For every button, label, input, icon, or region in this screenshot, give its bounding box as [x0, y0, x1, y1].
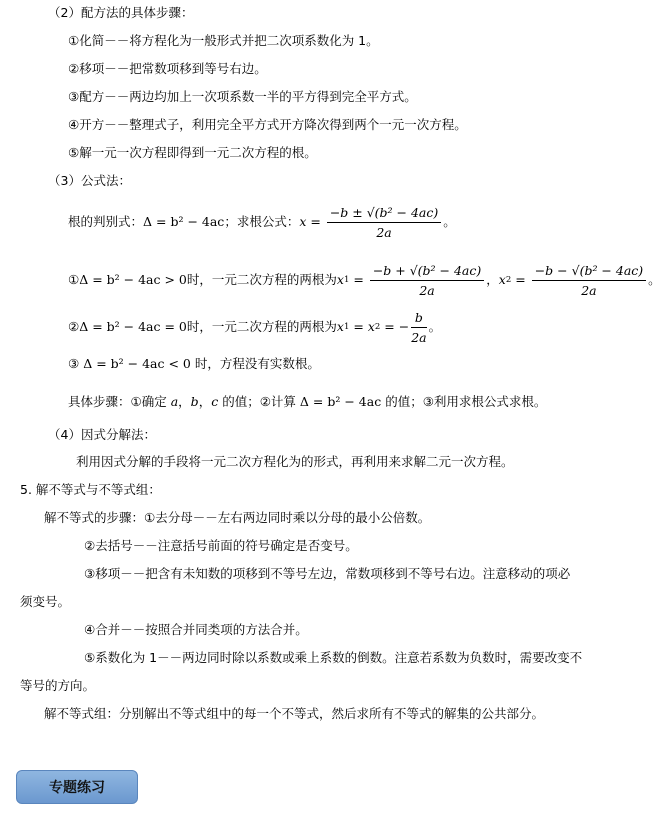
case-2-line: ② Δ = b² − 4ac = 0 时，一元二次方程的两根为 x 1 = x 2 = − $\frac{b}{2a}$ 。 [68, 309, 442, 345]
root-formula [327, 204, 441, 241]
root-numerator: −b ± √(b² − 4ac) [327, 204, 441, 223]
ineq-step-5-cont: 等号的方向。 [20, 678, 96, 693]
section-5-title: 5. 解不等式与不等式组： [20, 482, 161, 497]
case-1-cond: Δ = b² − 4ac > 0 [79, 272, 187, 287]
case-3-line [68, 356, 320, 372]
section-4-text: 利用因式分解的手段将一元二次方程化为的形式，再利用来求解二元一次方程。 [76, 454, 514, 469]
ineq-step-3-cont: 须变号。 [20, 594, 71, 609]
steps-label: 具体步骤：①确定 [68, 394, 167, 409]
double-root-denominator: 2a [411, 329, 427, 345]
double-root-numerator: b [411, 309, 426, 328]
case-1-line: ① Δ = b² − 4ac > 0 时，一元二次方程的两根为 x 1 = $\frac{\text{−b + √(b² − 4ac)}}{2a}$ ， x 2 = $\frac{\text{−b − √(b² − 4ac)}}{2a}$ 。 [68, 262, 661, 298]
formula-steps-line [68, 394, 546, 410]
var-b: b [190, 394, 199, 409]
root-label: ；求根公式： [224, 214, 300, 229]
step-1: ①化简－－将方程化为一般形式并把二次项系数化为 1。 [68, 33, 379, 48]
ineq-step-1: 解不等式的步骤：①去分母－－左右两边同时乘以分母的最小公倍数。 [44, 510, 431, 525]
step-5: ⑤解一元一次方程即得到一元二次方程的根。 [68, 145, 317, 160]
ineq-step-3: ③移项－－把含有未知数的项移到不等号左边，常数项移到不等号右边。注意移动的项必 [84, 566, 571, 581]
case-2-prefix: ② [68, 319, 80, 334]
disc-expr: Δ = b² − 4ac [143, 214, 225, 229]
section-3-title: （3）公式法： [48, 173, 131, 188]
ineq-system-text: 解不等式组：分别解出不等式组中的每一个不等式，然后求所有不等式的解集的公共部分。 [44, 706, 545, 721]
separator: ， [178, 394, 191, 409]
steps-mid-1: 的值；②计算 [222, 394, 296, 409]
ineq-step-2: ②去括号－－注意括号前面的符号确定是否变号。 [84, 538, 358, 553]
step-3: ③配方－－两边均加上一次项系数一半的平方得到完全平方式。 [68, 89, 417, 104]
case-2-cond: Δ = b² − 4ac = 0 [79, 319, 187, 334]
case-1-prefix: ① [68, 272, 80, 287]
practice-button[interactable] [16, 770, 138, 804]
case-3-cond: Δ = b² − 4ac < 0 [83, 356, 191, 371]
period: 。 [428, 319, 442, 334]
x2-numerator: −b − √(b² − 4ac) [532, 262, 646, 281]
ineq-step-4: ④合并－－按照合并同类项的方法合并。 [84, 622, 308, 637]
case-1-text: 时，一元二次方程的两根为 [186, 272, 337, 287]
double-root-formula [411, 309, 426, 346]
x2-denominator: 2a [581, 282, 597, 298]
disc-label: 根的判别式： [68, 214, 144, 229]
step-2: ②移项－－把常数项移到等号右边。 [68, 61, 267, 76]
x1-numerator: −b + √(b² − 4ac) [370, 262, 484, 281]
section-4-title: （4）因式分解法： [48, 427, 156, 442]
period: 。 [443, 214, 456, 229]
period: 。 [648, 272, 661, 287]
separator: ， [198, 394, 212, 409]
var-a: a [170, 394, 179, 409]
discriminant-line: 根的判别式： Δ = b² − 4ac ；求根公式： x = $\frac{\text{−b ± √(b² − 4ac)}}{2a}$ 。 [68, 204, 456, 240]
case-3-prefix: ③ [68, 356, 80, 371]
steps-disc-expr: Δ = b² − 4ac [299, 394, 382, 409]
step-4: ④开方－－整理式子，利用完全平方式开方降次得到两个一元一次方程。 [68, 117, 467, 132]
comma: ， [486, 272, 499, 287]
case-2-text: 时，一元二次方程的两根为 [186, 319, 337, 334]
var-c: c [211, 394, 219, 409]
section-2-title: （2）配方法的具体步骤： [48, 5, 194, 20]
ineq-step-5: ⑤系数化为 1－－两边同时除以系数或乘上系数的倒数。注意若系数为负数时，需要改变不 [84, 650, 583, 665]
case-3-text: 时，方程没有实数根。 [194, 356, 320, 371]
x1-denominator: 2a [419, 282, 435, 298]
x2-formula [532, 262, 646, 299]
x1-formula [370, 262, 484, 299]
practice-button-label: 专题练习 [49, 780, 105, 796]
steps-mid-2: 的值；③利用求根公式求根。 [385, 394, 547, 409]
root-denominator: 2a [376, 224, 392, 240]
